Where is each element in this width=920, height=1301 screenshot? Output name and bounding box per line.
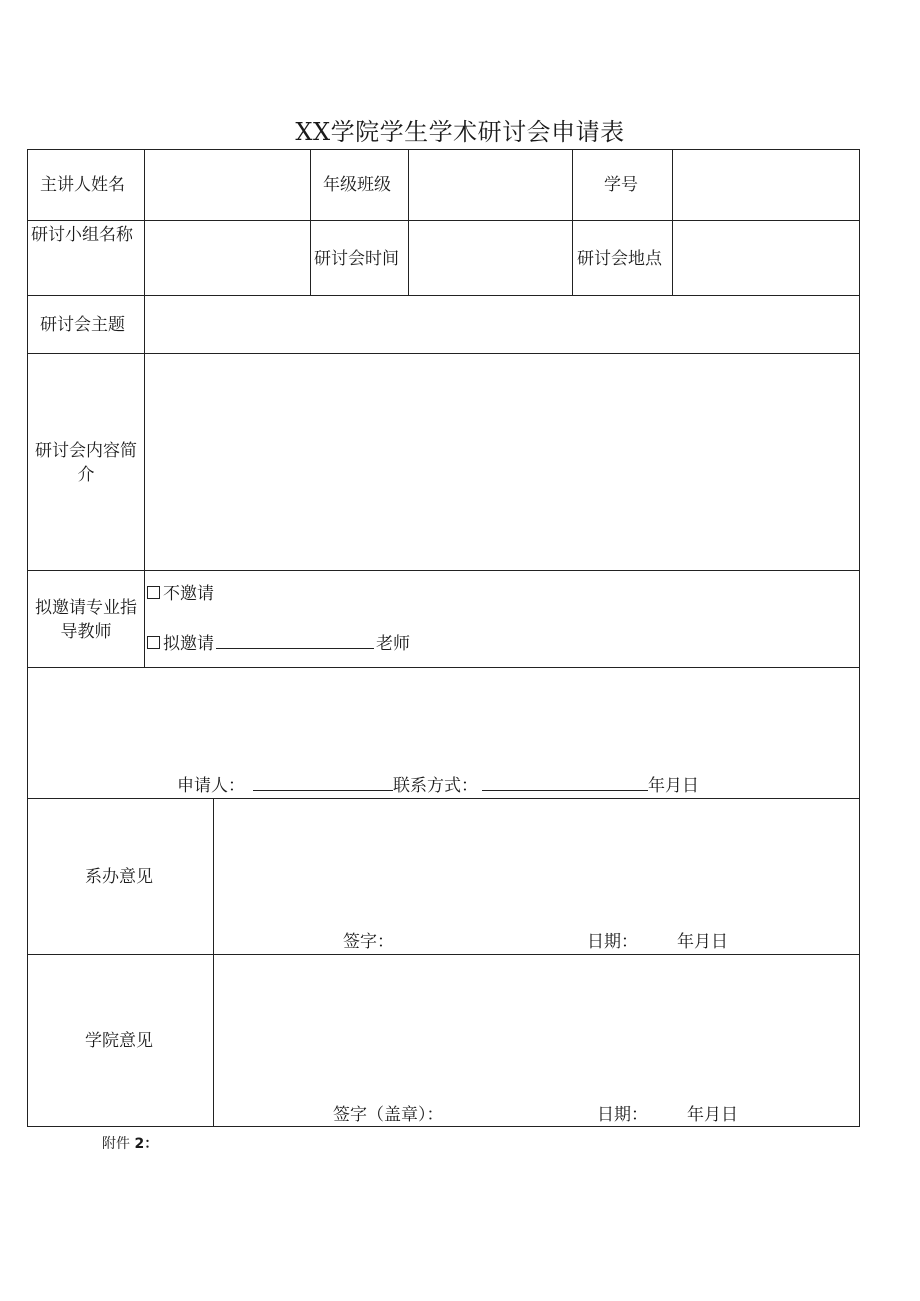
college-opinion-field[interactable] xyxy=(215,956,858,1091)
applicant-date-label: 年月日 xyxy=(648,776,699,796)
student-id-label: 学号 xyxy=(604,175,638,195)
seminar-time-field[interactable] xyxy=(410,222,571,294)
option-invite[interactable] xyxy=(147,632,410,656)
group-name-label: 研讨小组名称 xyxy=(31,225,133,245)
no-invite-checkbox[interactable] xyxy=(147,586,160,599)
seminar-content-label: 研讨会内容简介 xyxy=(35,441,137,485)
invite-teacher-label: 拟邀请专业指导教师 xyxy=(35,598,137,642)
dept-sign-label: 签字： xyxy=(343,932,394,952)
invite-checkbox[interactable] xyxy=(147,636,160,649)
college-opinion-label: 学院意见 xyxy=(85,1031,153,1051)
presenter-name-field[interactable] xyxy=(146,151,309,219)
college-date-value: 年月日 xyxy=(687,1105,738,1125)
contact-blank[interactable] xyxy=(482,774,648,791)
seminar-time-label: 研讨会时间 xyxy=(314,249,399,269)
contact-label: 联系方式： xyxy=(393,776,478,796)
grade-class-field[interactable] xyxy=(410,151,571,219)
invite-prefix-text: 拟邀请 xyxy=(163,634,214,654)
college-sign-label: 签字（盖章）： xyxy=(333,1105,444,1125)
seminar-place-field[interactable] xyxy=(674,222,858,294)
teacher-name-blank[interactable] xyxy=(216,632,374,649)
student-id-field[interactable] xyxy=(674,151,858,219)
group-name-field[interactable] xyxy=(146,222,309,294)
grade-class-label: 年级班级 xyxy=(323,175,391,195)
option-no-invite[interactable] xyxy=(147,582,214,606)
form-title: XX学院学生学术研讨会申请表 xyxy=(295,118,625,146)
dept-opinion-label: 系办意见 xyxy=(85,867,153,887)
seminar-place-label: 研讨会地点 xyxy=(577,249,662,269)
annex-note xyxy=(102,1133,158,1153)
dept-opinion-field[interactable] xyxy=(215,800,858,918)
presenter-name-label: 主讲人姓名 xyxy=(40,175,125,195)
applicant-line xyxy=(177,774,699,798)
applicant-label: 申请人： xyxy=(177,776,245,796)
college-date-label: 日期： xyxy=(597,1105,648,1125)
dept-date-value: 年月日 xyxy=(677,932,728,952)
applicant-blank[interactable] xyxy=(253,774,393,791)
seminar-content-field[interactable] xyxy=(146,355,858,569)
seminar-theme-label: 研讨会主题 xyxy=(40,315,125,335)
annex-number: 2： xyxy=(134,1136,159,1152)
seminar-theme-field[interactable] xyxy=(146,297,858,352)
no-invite-text: 不邀请 xyxy=(163,584,214,604)
annex-prefix: 附件 xyxy=(102,1136,130,1152)
dept-date-label: 日期： xyxy=(587,932,638,952)
invite-suffix-text: 老师 xyxy=(376,634,410,654)
